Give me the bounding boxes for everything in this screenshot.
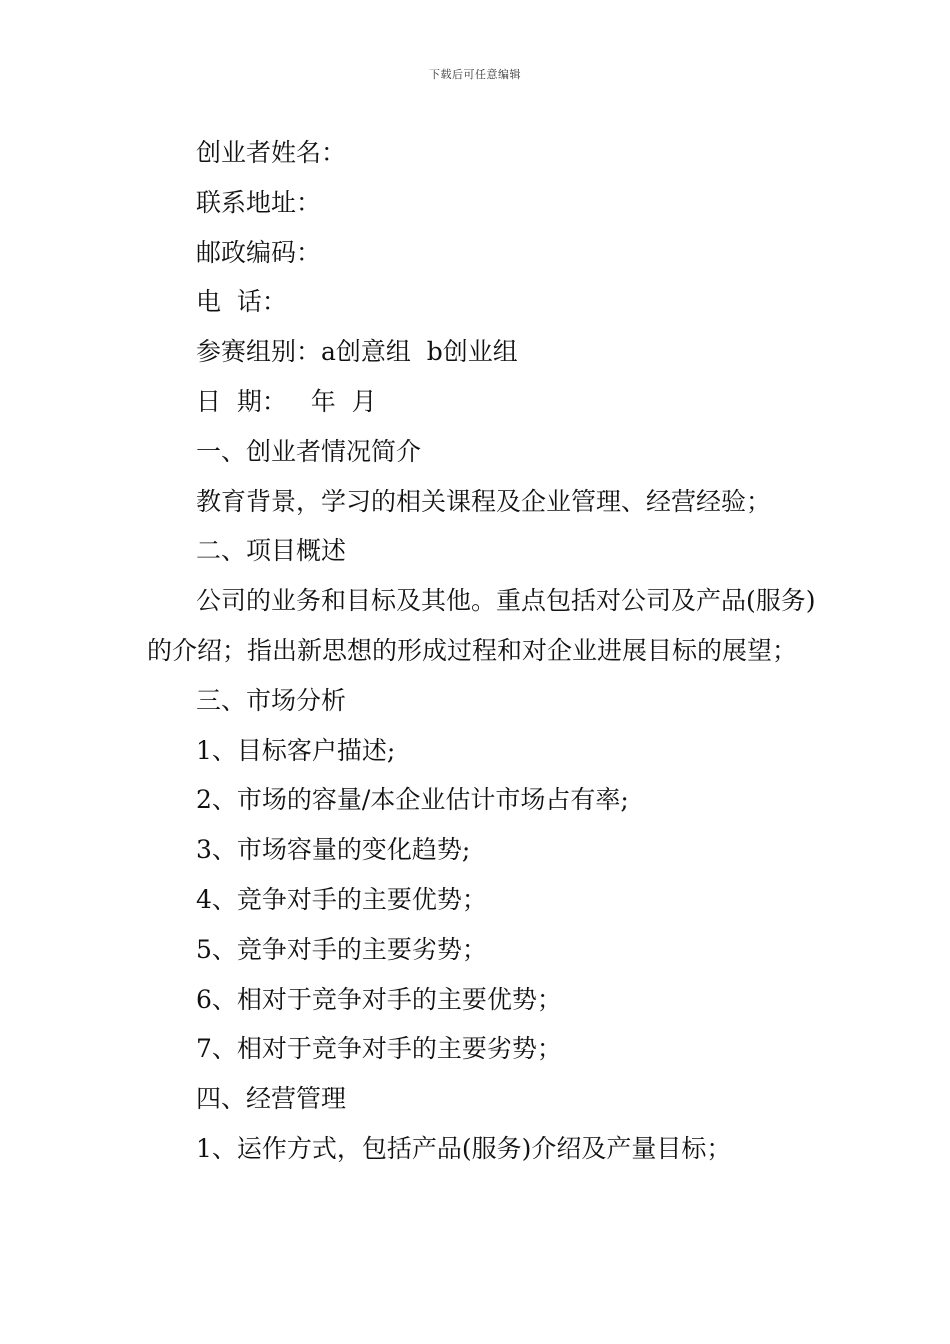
phone-field: 电 话：: [196, 287, 287, 317]
address-field: 联系地址：: [196, 187, 322, 217]
list-item: 4、竞争对手的主要优势；: [196, 884, 487, 914]
list-item: 1、运作方式，包括产品(服务)介绍及产量目标；: [196, 1133, 732, 1163]
founder-name-field: 创业者姓名：: [196, 138, 347, 167]
postal-code-field: 邮政编码：: [196, 237, 322, 267]
list-item: 7、相对于竞争对手的主要劣势；: [196, 1034, 562, 1064]
page-header-note: 下载后可任意编辑: [429, 68, 521, 81]
section-3-title: 三、市场分析: [196, 685, 347, 715]
section-2-title: 二、项目概述: [196, 536, 347, 566]
list-item: 2、市场的容量/本企业估计市场占有率;: [196, 785, 629, 815]
document-body: [147, 128, 817, 1174]
section-4-title: 四、经营管理: [196, 1084, 347, 1114]
group-field: 参赛组别：a创意组 b创业组: [196, 337, 518, 367]
list-item: 5、竞争对手的主要劣势；: [196, 934, 487, 964]
date-field: 日 期： 年 月: [196, 386, 377, 416]
list-item: 1、目标客户描述;: [196, 735, 396, 765]
list-item: 3、市场容量的变化趋势;: [196, 835, 471, 865]
section-1-text: 教育背景，学习的相关课程及企业管理、经营经验；: [196, 486, 772, 516]
section-1-title: 一、创业者情况简介: [196, 436, 422, 466]
list-item: 6、相对于竞争对手的主要优势；: [196, 984, 562, 1014]
section-2-text: 公司的业务和目标及其他。重点包括对公司及产品(服务)的介绍；指出新思想的形成过程和对企业进展目标的展望；: [147, 586, 816, 665]
